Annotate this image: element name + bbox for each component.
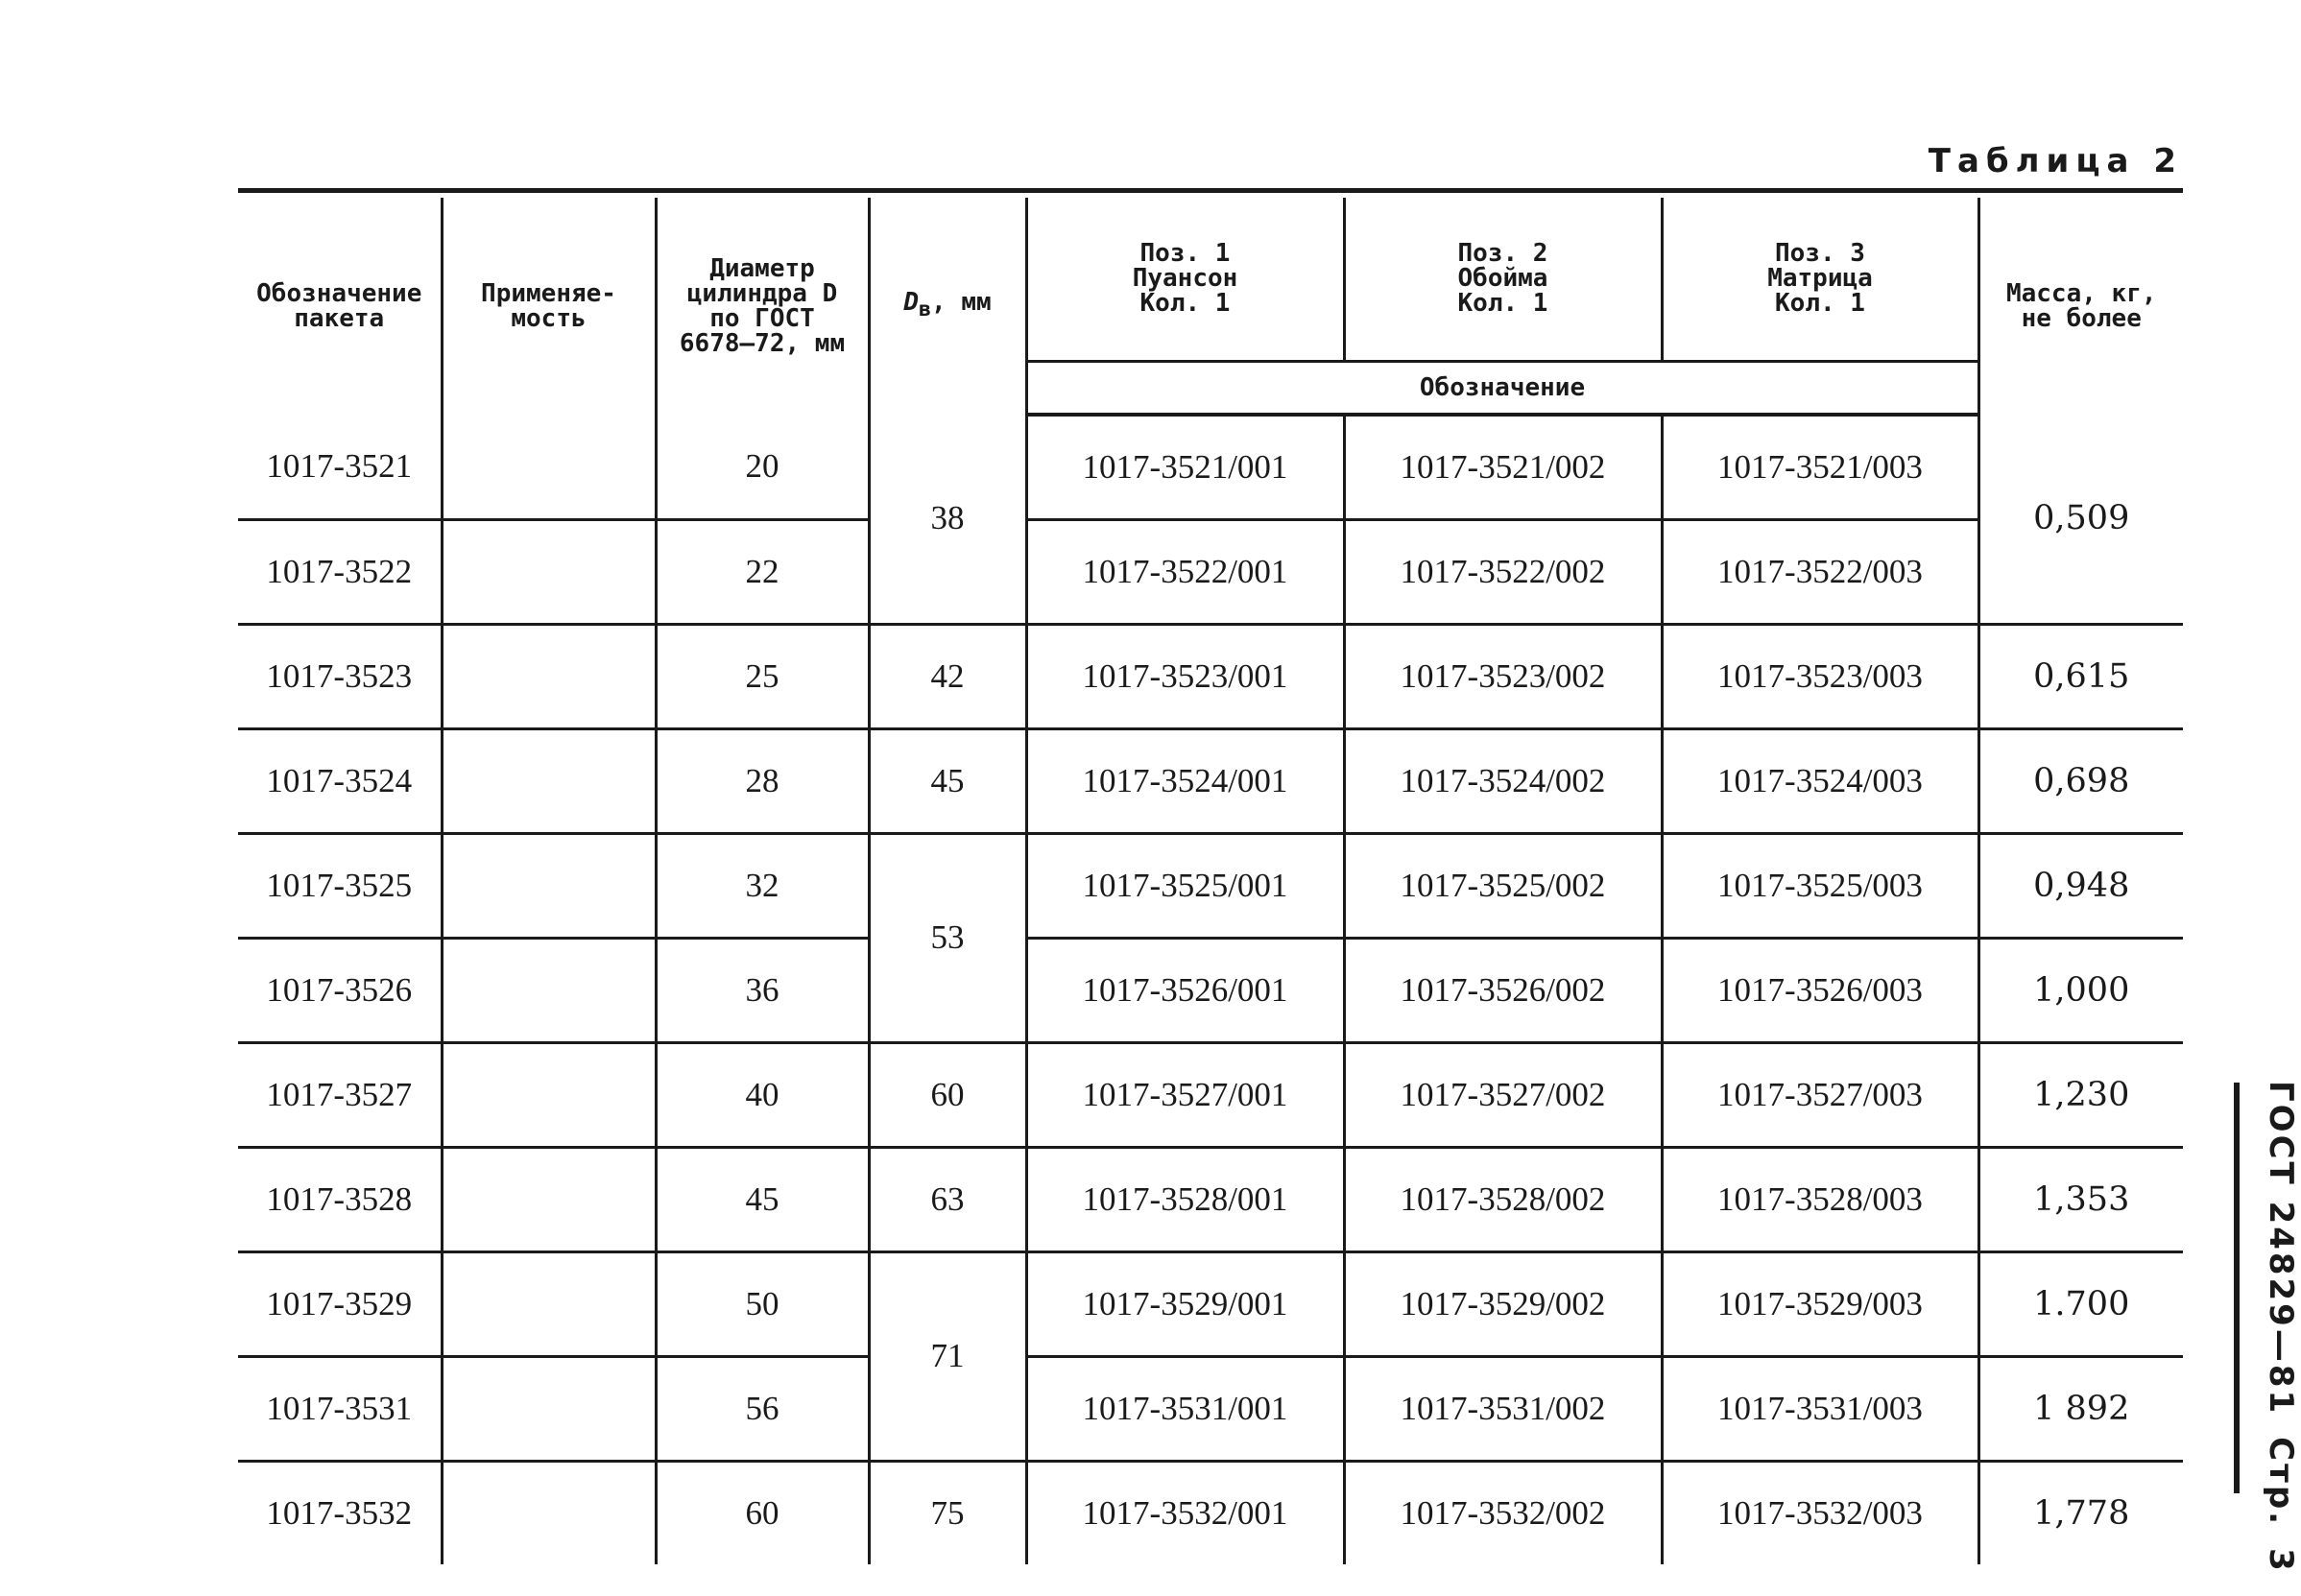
pos3-cell: 1017-3529/003 [1662, 1251, 1978, 1356]
header-diameter-line: Диаметр [709, 253, 815, 283]
pos2-cell: 1017-3526/002 [1344, 938, 1662, 1042]
top-rule [238, 188, 2183, 193]
pos1-cell: 1017-3526/001 [1026, 938, 1344, 1042]
pos1-cell: 1017-3521/001 [1026, 415, 1344, 520]
header-pos3-line: Поз. 3 [1775, 239, 1865, 269]
header-code-line: пакета [294, 303, 385, 333]
package-code: 1017-3523 [238, 624, 442, 728]
package-code: 1017-3524 [238, 728, 442, 833]
header-diameter [656, 198, 869, 415]
pos2-cell: 1017-3524/002 [1344, 728, 1662, 833]
header-pos2-line: Обойма [1457, 264, 1548, 294]
header-pos2-line: Кол. 1 [1457, 289, 1548, 319]
header-mass-line: Масса, кг, [2005, 278, 2157, 308]
pos3-cell: 1017-3524/003 [1662, 728, 1978, 833]
table-row [238, 1042, 2183, 1147]
pos1-cell: 1017-3525/001 [1026, 833, 1344, 938]
header-mass [1978, 198, 2183, 415]
mass-cell: 0,509 [1978, 415, 2183, 625]
pos1-cell: 1017-3523/001 [1026, 624, 1344, 728]
header-dv-symbol: D [903, 287, 919, 317]
diameter-cell: 32 [656, 833, 869, 938]
applicability-cell [442, 624, 656, 728]
pos3-cell: 1017-3531/003 [1662, 1356, 1978, 1461]
pos1-cell: 1017-3522/001 [1026, 519, 1344, 624]
applicability-cell [442, 415, 656, 520]
dv-cell: 38 [869, 415, 1026, 625]
package-code: 1017-3522 [238, 519, 442, 624]
applicability-cell [442, 728, 656, 833]
pos2-cell: 1017-3527/002 [1344, 1042, 1662, 1147]
mass-cell: 0,948 [1978, 833, 2183, 938]
pos1-cell: 1017-3524/001 [1026, 728, 1344, 833]
pos1-cell: 1017-3527/001 [1026, 1042, 1344, 1147]
page-label: Стр. [2262, 1437, 2300, 1528]
table-row [238, 938, 2183, 1042]
package-code: 1017-3528 [238, 1147, 442, 1251]
applicability-cell [442, 1042, 656, 1147]
header-applicability-line: Применяе- [481, 278, 616, 308]
header-dv [869, 198, 1026, 415]
package-code: 1017-3532 [238, 1461, 442, 1564]
pos2-cell: 1017-3528/002 [1344, 1147, 1662, 1251]
table-title: Таблица 2 [1928, 142, 2183, 180]
mass-cell: 0,698 [1978, 728, 2183, 833]
header-pos3-line: Матрица [1767, 264, 1873, 294]
pos3-cell: 1017-3523/003 [1662, 624, 1978, 728]
header-code [238, 198, 442, 415]
dv-cell: 53 [869, 833, 1026, 1042]
pos1-cell: 1017-3528/001 [1026, 1147, 1344, 1251]
diameter-cell: 28 [656, 728, 869, 833]
diameter-cell: 25 [656, 624, 869, 728]
pos3-cell: 1017-3526/003 [1662, 938, 1978, 1042]
pos1-cell: 1017-3532/001 [1026, 1461, 1344, 1564]
table-row [238, 1356, 2183, 1461]
mass-cell: 0,615 [1978, 624, 2183, 728]
header-diameter-line: цилиндра D [686, 278, 838, 308]
header-pos3-line: Кол. 1 [1775, 289, 1865, 319]
header-pos1 [1026, 198, 1344, 361]
side-label [2262, 1081, 2300, 1574]
applicability-cell [442, 1356, 656, 1461]
header-pos1-line: Поз. 1 [1139, 239, 1231, 269]
header-diameter-line: 6678—72, мм [679, 328, 846, 358]
pos2-cell: 1017-3522/002 [1344, 519, 1662, 624]
pos3-cell: 1017-3528/003 [1662, 1147, 1978, 1251]
header-dv-subscript: в [918, 297, 932, 322]
mass-cell: 1,778 [1978, 1461, 2183, 1564]
page-number: 3 [2262, 1548, 2300, 1574]
mass-cell: 1,000 [1978, 938, 2183, 1042]
table-row [238, 728, 2183, 833]
pos2-cell: 1017-3529/002 [1344, 1251, 1662, 1356]
table-row [238, 519, 2183, 624]
pos1-cell: 1017-3529/001 [1026, 1251, 1344, 1356]
mass-cell: 1 892 [1978, 1356, 2183, 1461]
header-mass-line: не более [2021, 303, 2142, 333]
pos2-cell: 1017-3521/002 [1344, 415, 1662, 520]
dv-cell: 63 [869, 1147, 1026, 1251]
table-row [238, 624, 2183, 728]
dv-cell: 45 [869, 728, 1026, 833]
applicability-cell [442, 519, 656, 624]
diameter-cell: 50 [656, 1251, 869, 1356]
mass-cell: 1,353 [1978, 1147, 2183, 1251]
package-code: 1017-3531 [238, 1356, 442, 1461]
header-pos2 [1344, 198, 1662, 361]
pos2-cell: 1017-3523/002 [1344, 624, 1662, 728]
pos1-cell: 1017-3531/001 [1026, 1356, 1344, 1461]
table-row [238, 1251, 2183, 1356]
header-code-line: Обозначение [256, 278, 422, 308]
header-pos1-line: Пуансон [1132, 264, 1238, 294]
pos3-cell: 1017-3527/003 [1662, 1042, 1978, 1147]
diameter-cell: 20 [656, 415, 869, 520]
header-pos2-line: Поз. 2 [1457, 239, 1548, 269]
package-code: 1017-3529 [238, 1251, 442, 1356]
package-code: 1017-3521 [238, 415, 442, 520]
diameter-cell: 36 [656, 938, 869, 1042]
applicability-cell [442, 1147, 656, 1251]
header-applicability [442, 198, 656, 415]
dv-cell: 60 [869, 1042, 1026, 1147]
diameter-cell: 22 [656, 519, 869, 624]
diameter-cell: 45 [656, 1147, 869, 1251]
header-designation: Обозначение [1026, 361, 1978, 415]
header-dv-unit: , мм [931, 287, 992, 317]
dv-cell: 71 [869, 1251, 1026, 1461]
table-row [238, 1147, 2183, 1251]
mass-cell: 1.700 [1978, 1251, 2183, 1356]
dv-cell: 75 [869, 1461, 1026, 1564]
standard-number: ГОСТ 24829—81 [2262, 1081, 2300, 1417]
table-row [238, 833, 2183, 938]
pos2-cell: 1017-3525/002 [1344, 833, 1662, 938]
package-code: 1017-3527 [238, 1042, 442, 1147]
table-row [238, 415, 2183, 520]
applicability-cell [442, 1461, 656, 1564]
mass-cell: 1,230 [1978, 1042, 2183, 1147]
package-code: 1017-3526 [238, 938, 442, 1042]
pos3-cell: 1017-3521/003 [1662, 415, 1978, 520]
header-applicability-line: мость [511, 303, 587, 333]
pos2-cell: 1017-3532/002 [1344, 1461, 1662, 1564]
applicability-cell [442, 833, 656, 938]
header-pos1-line: Кол. 1 [1139, 289, 1231, 319]
diameter-cell: 56 [656, 1356, 869, 1461]
header-pos3 [1662, 198, 1978, 361]
pos3-cell: 1017-3522/003 [1662, 519, 1978, 624]
table-row [238, 1461, 2183, 1564]
package-code: 1017-3525 [238, 833, 442, 938]
side-rule [2234, 1083, 2240, 1493]
diameter-cell: 40 [656, 1042, 869, 1147]
pos3-cell: 1017-3532/003 [1662, 1461, 1978, 1564]
pos3-cell: 1017-3525/003 [1662, 833, 1978, 938]
pos2-cell: 1017-3531/002 [1344, 1356, 1662, 1461]
spec-table [238, 198, 2183, 1564]
diameter-cell: 60 [656, 1461, 869, 1564]
applicability-cell [442, 938, 656, 1042]
applicability-cell [442, 1251, 656, 1356]
header-diameter-line: по ГОСТ [709, 303, 815, 333]
dv-cell: 42 [869, 624, 1026, 728]
